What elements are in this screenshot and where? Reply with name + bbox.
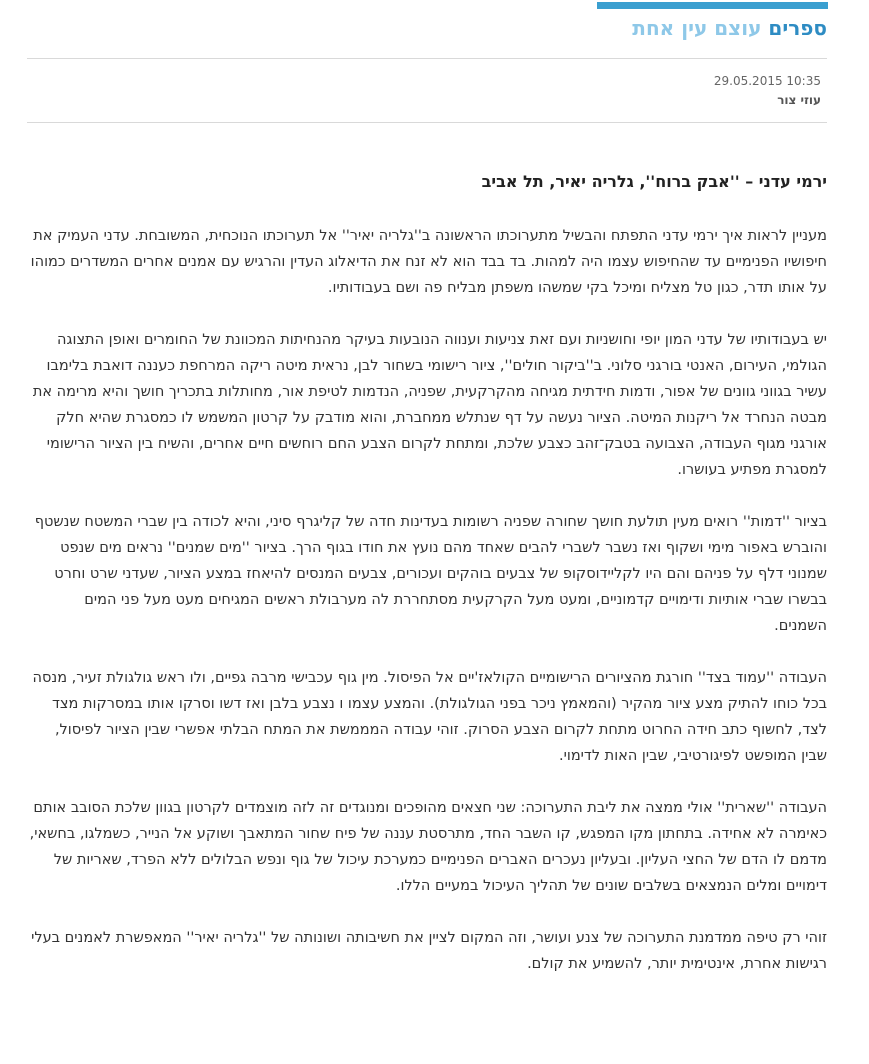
article-paragraph: העבודה ''עמוד בצד'' חורגת מהציורים הרישומיים הקולאז'יים אל הפיסול. מין גוף עכבישי מרבה גפיים, ולו ראש גולגולת זעיר, מנסה בכל כוחו להתיק מצע ציור מהקיר (והמאמץ ניכר בפני הגולגולת). והמצע עצמו ו נצבע בלבן ואז דשו וסרקו אותו במסרקות מצד לצד, לחשוף כתב חידה החרוט מתחת לקרום הצבע הסרוק. זוהי עבודה המממשת את המתח הבלתי אפשרי שבין הציור לפיסול, שבין המופשט לפיגורטיבי, שבין האות לדימוי.: [32, 670, 827, 764]
article-paragraph: בציור ''דמות'' רואים מעין תולעת חושך שחורה שפניה רשומות בעדינות חדה של קליגרף סיני, והיא לכודה בין שברי המשטח שנשטף והוברש באפור מימי ושקוף ואז נשבר לשברי להבים שאחד מהם נועץ את חודו בגוף הרך. בציור ''מים שמנים'' נראים מים שנפט שמנוני דלף על פניהם והם היו לקליידוסקופ של צבעים בוהקים ועכורים, צבעים המנסים להיאחז במצע הציור, שעדני שרט וחרט בבשרו שברי אותיות ודימויים קדמוניים, ומעט מעל הקרקעית מסתחררת לה מערבולת ראשים המגיחים מעט מעל פני המים השמנים.: [34, 514, 827, 634]
article-body: [27, 223, 827, 1003]
article-paragraph: מעניין לראות איך ירמי עדני התפתח והבשיל מתערוכתו הראשונה ב''גלריה יאיר'' אל תערוכתו הנוכחית, המשובחת. עדני העמיק את חיפושיו הפנימיים עד שהחיפוש עצמו היה למהות. בד בבד הוא לא זנח את הדיאלוג העדין והרגיש עם אמנים אחרים המשדרים כמוהו על אותו תדר, כגון טל מצליח ומיכל בקי שמשהו משפתן מבליח פה ושם בעבודותיו.: [30, 228, 827, 296]
blog-title[interactable]: עוצם עין אחת: [632, 16, 762, 40]
article-paragraph: יש בעבודותיו של עדני המון יופי וחושניות ועם זאת צניעות וענווה הנובעות בעיקר מהנחיתות המכוונת של החומרים ואופן התצוגה הגולמי, העירום, האנטי בורגני סלוני. ב''ביקור חולים'', ציור רישומי בשחור לבן, נראית מיטה ריקה המרחפת כעננה דואבת בלימבו עשיר בגווני גוונים של אפור, ודמות חידתית מגיחה מהקרקעית, שפניה, הנדמות לטיפת אור, מחותלות בתכריך חושך והיא מרימה את מבטה הנחרד אל ריקנות המיטה. הציור נעשה על דף שנתלש ממחברת, והוא מודבק על קרטון המשמש לו כמסגרת שהיא חלק אורגני מגוף העבודה, הצבועה בטבק־זהב כצבע שלכת, ומתחת לקרום הצבע החם רוחשים חיים אחרים, והשיח בין הציור הרישומי למסגרת מפתיע בעושרו.: [32, 332, 827, 478]
post-datetime: 29.05.2015 10:35: [713, 74, 821, 88]
site-header: [632, 16, 827, 40]
article-title: ירמי עדני – ''אבק ברוח'', גלריה יאיר, תל אביב: [481, 172, 827, 191]
article-paragraph: זוהי רק טיפה ממדמנת התערוכה של צנע ועושר, וזה המקום לציין את חשיבותה ושונותה של ''גלריה יאיר'' המאפשרת לאמנים בעלי רגישות אחרת, אינטימית יותר, להשמיע את קולם.: [31, 930, 827, 972]
meta-divider: [27, 122, 827, 123]
article-paragraph: העבודה ''שארית'' אולי ממצה את ליבת התערוכה: שני חצאים מהופכים ומנוגדים זה לזה מוצמדים לקרטון בגוון שלכת הסובב אותם כאימרה לא אחידה. בתחתון מקו המפגש, קו השבר החד, מתרסטת עננה של פיח שחור המתאבך ושוקע אל הנייר, כשמלגו, בחשאי, מדמם לו הדם של החצי העליון. ובעליון נעכרים האברים הפנימיים כמערכת עיכול של גוף ונפש הבלולים ללא הפרד, שאריות של דימויים ומלים הנמצאים בשלבים שונים של תהליך העיכול במעיים הללו.: [29, 800, 827, 894]
header-divider: [27, 58, 827, 59]
section-link-books[interactable]: ספרים: [768, 16, 827, 40]
post-author[interactable]: עוזי צור: [777, 93, 821, 107]
top-accent-bar: [597, 2, 828, 9]
